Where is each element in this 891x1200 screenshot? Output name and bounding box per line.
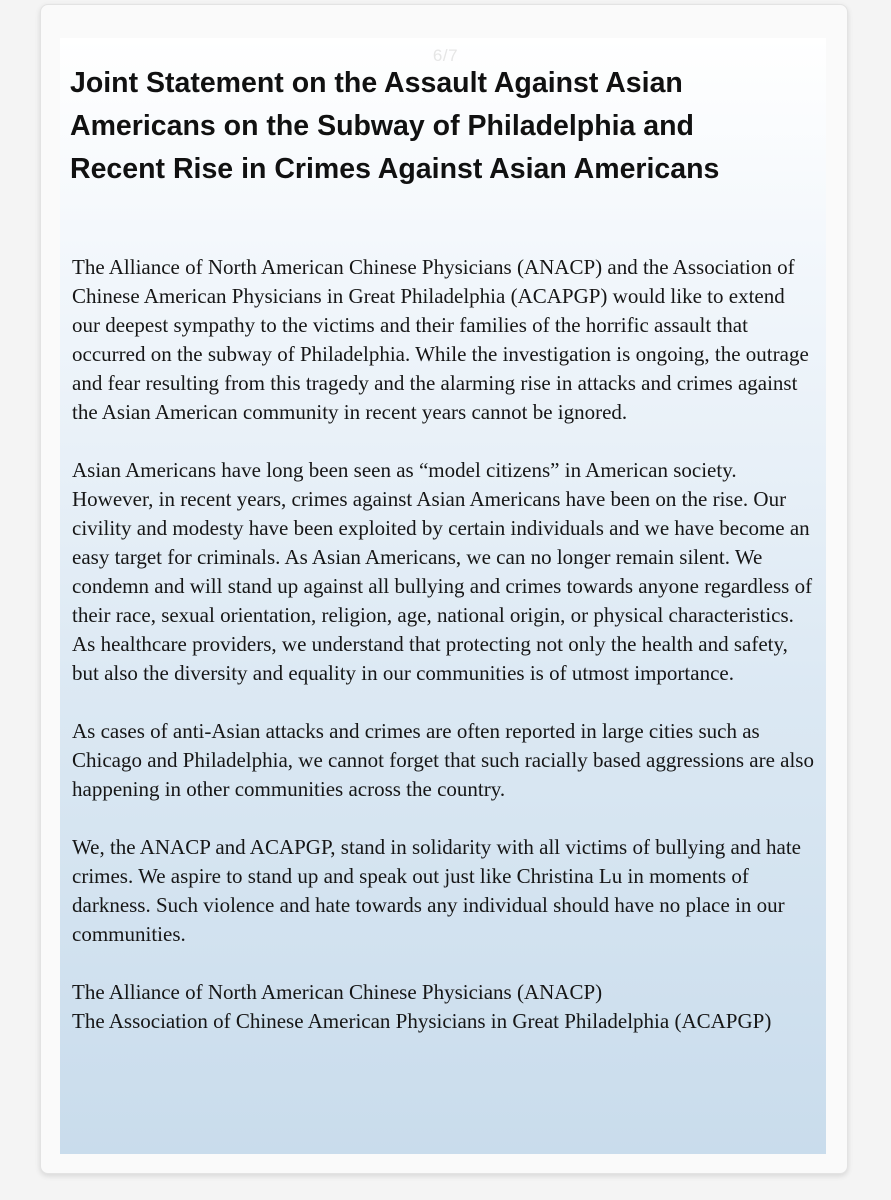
signatory-anacp: The Alliance of North American Chinese Physicians (ANACP): [72, 980, 603, 1004]
page-counter: 6/7: [432, 46, 459, 65]
paragraph-sympathy: The Alliance of North American Chinese Physicians (ANACP) and the Association of Chinese American Physicians in Great Philadelphia (ACAPGP) would like to extend our deepest sympathy to the victims and their families of the horrific assault that occurred on the subway of Philadelphia. While the investigation is ongoing, the outrage and fear resulting from this tragedy and the alarming rise in attacks and crimes against the Asian American community in recent years cannot be ignored.: [72, 255, 809, 424]
signatory-acapgp: The Association of Chinese American Physicians in Great Philadelphia (ACAPGP): [72, 1009, 772, 1033]
paragraph-large-cities: As cases of anti-Asian attacks and crimes are often reported in large cities such as Chicago and Philadelphia, we cannot forget that such racially based aggressions are also happening in other communities across the country.: [72, 719, 814, 801]
paragraph-solidarity: We, the ANACP and ACAPGP, stand in solidarity with all victims of bullying and hate crimes. We aspire to stand up and speak out just like Christina Lu in moments of darkness. Such violence and hate towards any individual should have no place in our communities.: [72, 835, 801, 946]
document-body: [72, 253, 817, 1036]
paragraph-model-citizens: Asian Americans have long been seen as “model citizens” in American society. However, in recent years, crimes against Asian Americans have been on the rise. Our civility and modesty have been exploited by certain individuals and we have become an easy target for criminals. As Asian Americans, we can no longer remain silent. We condemn and will stand up against all bullying and crimes towards anyone regardless of their race, sexual orientation, religion, age, national origin, or physical characteristics. As healthcare providers, we understand that protecting not only the health and safety, but also the diversity and equality in our communities is of utmost importance.: [72, 458, 813, 685]
signature-block: [72, 978, 817, 1036]
document-title: Joint Statement on the Assault Against Asian Americans on the Subway of Philadelphia and Recent Rise in Crimes Against Asian Americans: [70, 67, 720, 185]
